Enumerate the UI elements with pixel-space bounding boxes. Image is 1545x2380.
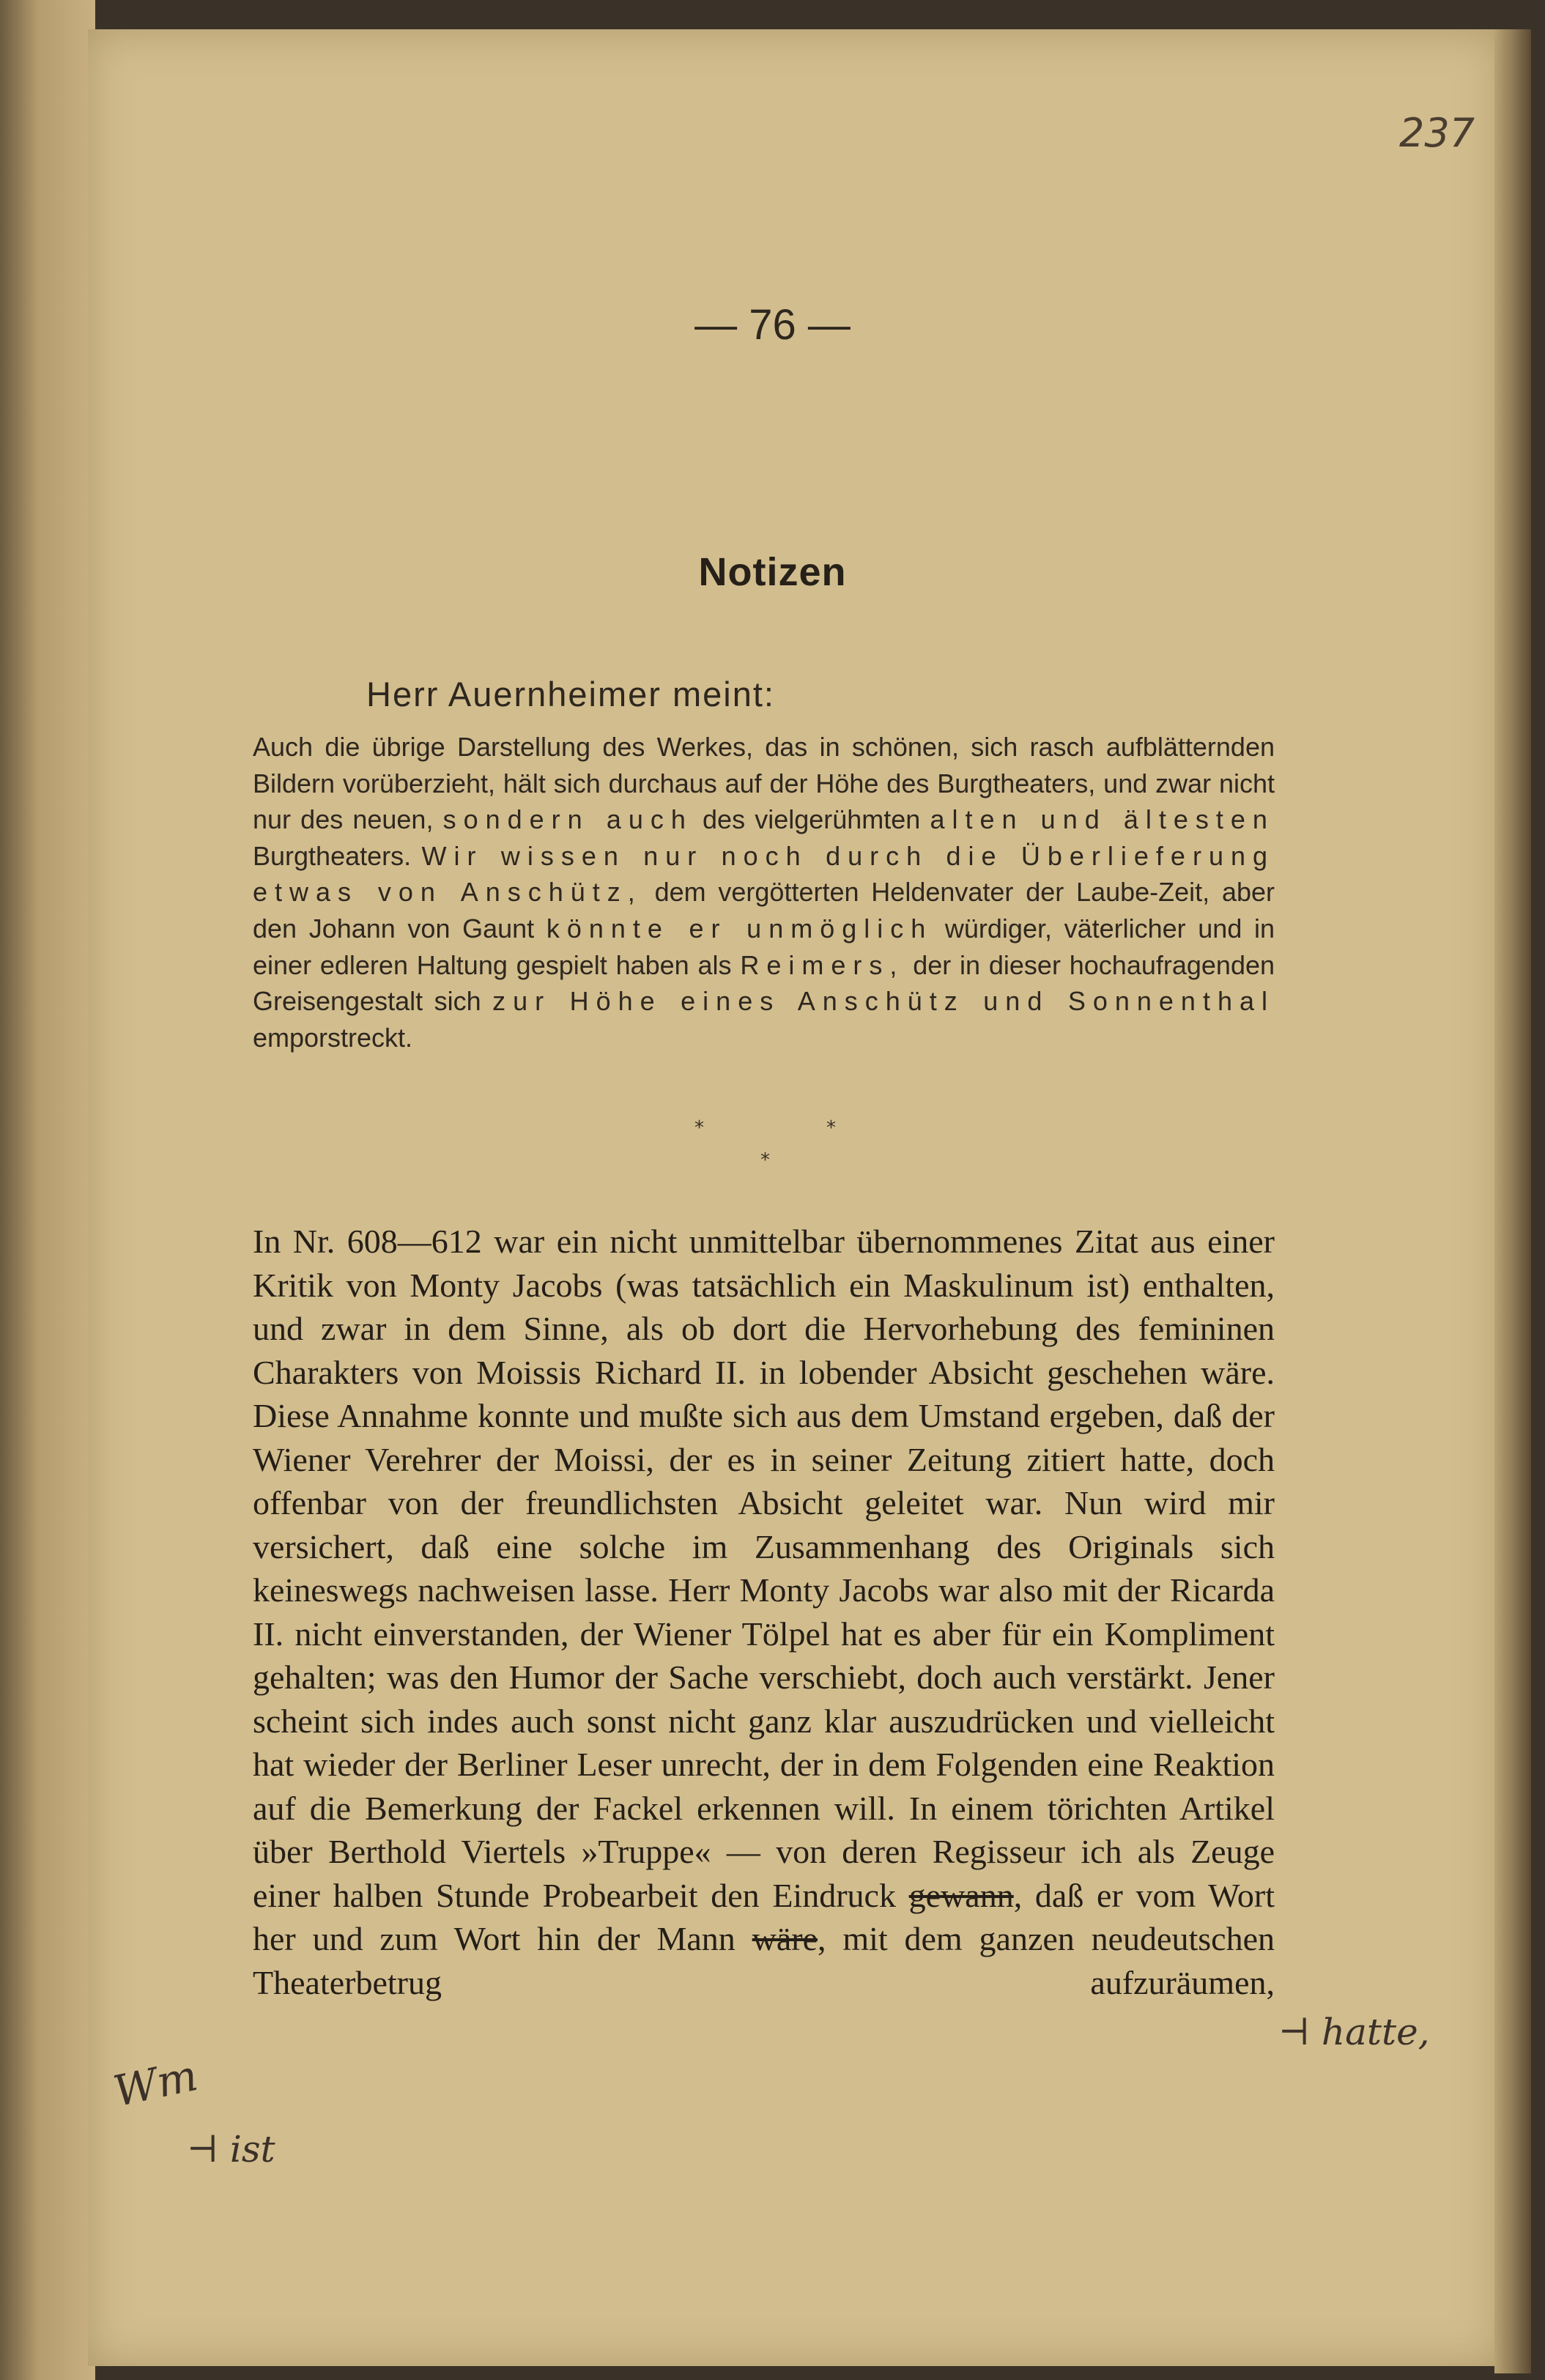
- quote-text: dem vergötterten Heldenvater der Laube-Zeit, aber den Johann von Gaunt: [253, 877, 1275, 944]
- quote-text: Auch die übrige Darstellung des Werkes, das in schönen, sich rasch aufblätternden Bildern vorüberzieht, hält sich durchaus auf der Höhe des Burgtheaters, und zwar nicht nur des neuen,: [253, 732, 1275, 835]
- handwritten-folio: 237: [1399, 110, 1475, 156]
- quote-text: der in dieser hochaufragenden Greisengestalt sich: [253, 949, 1275, 1017]
- quote-emphasis: zur Höhe eines Anschütz und Sonnenthal: [492, 986, 1275, 1017]
- body-text: , mit dem ganzen neudeutschen Theaterbetrug aufzuräumen,: [253, 1920, 1275, 2001]
- quote-emphasis: Reimers,: [740, 949, 905, 980]
- quote-text: des vielgerühmten: [692, 804, 930, 835]
- page-number: — 76 —: [694, 301, 851, 349]
- margin-initials: Wm: [109, 2050, 202, 2117]
- quote-emphasis: alten und ältesten: [930, 804, 1275, 835]
- separator-star: *: [694, 1117, 704, 1139]
- separator-star: *: [760, 1149, 770, 1171]
- quote-text: Burgtheaters.: [253, 840, 422, 871]
- book-gutter: [0, 0, 95, 2380]
- quote-emphasis: könnte er unmöglich: [546, 913, 933, 944]
- separator-star: *: [826, 1117, 836, 1139]
- section-separator: [689, 1117, 864, 1176]
- struck-word: gewann: [908, 1876, 1014, 1914]
- margin-note-left: ⊣ ist: [187, 2128, 275, 2170]
- quoted-passage: [253, 729, 1275, 1056]
- quote-text: emporstreckt.: [253, 1022, 413, 1053]
- body-text: In Nr. 608—612 war ein nicht unmittelbar übernommenes Zitat aus einer Kritik von Monty Jacobs (was tatsächlich ein Maskulinum ist) enthalten, und zwar in dem Sinne, als ob dort die Hervorhebung des femininen Charakters von Moissis Richard II. in lobender Absicht geschehen wäre. Diese Annahme konnte und mußte sich aus dem Umstand ergeben, daß der Wiener Verehrer der Moissi, der es in seiner Zeitung zitiert hatte, doch offenbar von der freundlichsten Absicht geleitet war. Nun wird mir versichert, daß eine solche im Zusammenhang des Originals sich keineswegs nachweisen lasse. Herr Monty Jacobs war also mit der Ricarda II. nicht einverstanden, der Wiener Tölpel hat es aber für ein Kompliment gehalten; was den Humor der Sache verschiebt, doch auch verstärkt. Jener scheint sich indes auch sonst nicht ganz klar auszudrücken und vielleicht hat wieder der Berliner Leser unrecht, der in dem Folgenden eine Reaktion auf die Bemerkung der Fackel erkennen will. In einem törichten Artikel über Berthold Viertels »Truppe« — von deren Regisseur ich als Zeuge einer halben Stunde Probearbeit den Eindruck: [253, 1223, 1275, 1914]
- quote-text: würdiger, väterlicher und in einer edleren Haltung gespielt haben als: [253, 913, 1275, 980]
- margin-note-right: ⊣ hatte,: [1278, 2011, 1430, 2053]
- body-text: , daß er vom Wort her und zum Wort hin der Mann: [253, 1876, 1275, 1957]
- quote-emphasis: sondern auch: [442, 804, 693, 835]
- quote-intro: Herr Auernheimer meint:: [366, 675, 775, 713]
- body-paragraph: [253, 1220, 1275, 2004]
- struck-word: wäre: [752, 1920, 818, 1957]
- quote-emphasis: Wir wissen nur noch durch die Überlieferung etwas von Anschütz,: [253, 840, 1275, 908]
- section-title: Notizen: [698, 550, 847, 594]
- page-edge: [1494, 29, 1531, 2373]
